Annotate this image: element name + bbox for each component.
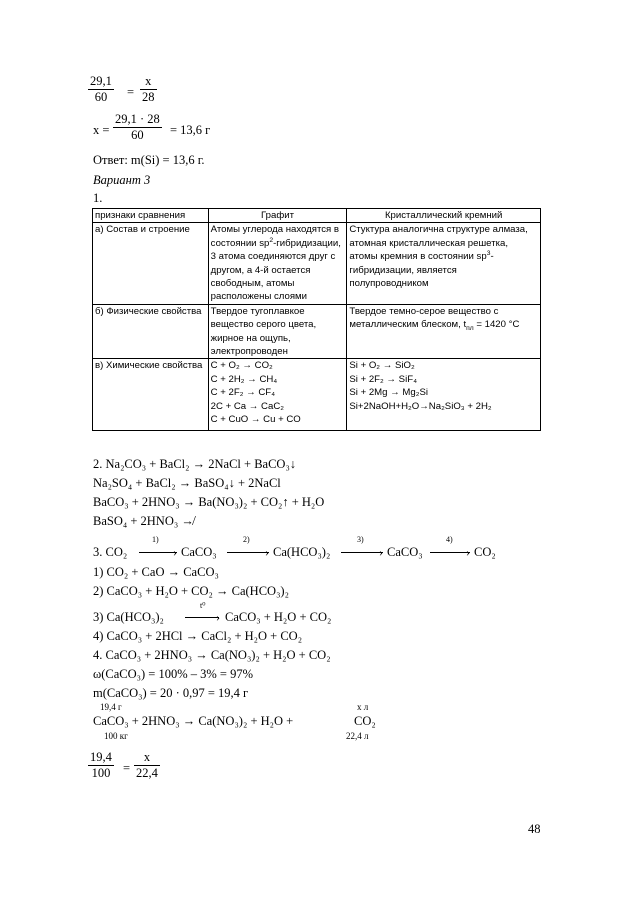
arrow-label-1: 1) <box>152 535 159 544</box>
table-header: признаки сравнения <box>93 209 209 223</box>
task-4-fraction-2-numerator: х <box>143 750 151 764</box>
reaction: C + 2H₂ → CH₄ <box>210 373 278 385</box>
fraction-1-numerator: 29,1 <box>90 74 112 88</box>
molar-mass-annotation: 100 кг <box>104 731 128 741</box>
reaction: Si + 2Mg → Mg₂Si <box>349 387 429 399</box>
arrow-1 <box>139 552 177 553</box>
x-fraction-numerator: 29,1 · 28 <box>115 112 160 126</box>
table-cell: Стуктура аналогична структуре алмаза, атомная кристаллическая решетка, атомы кремния в состоянии $sp^3$-гибридизации, является полупроводником <box>347 223 541 304</box>
fraction-1 <box>88 74 114 105</box>
task-2-line: Na₂SO₄ + BaCl₂ → BaSO₄↓ + 2NaCl <box>93 476 281 490</box>
task-4-line: ω(CaCO₃) = 100% – 3% = 97% <box>93 667 253 681</box>
x-fraction <box>113 112 162 143</box>
task-4-fraction-1 <box>88 750 114 781</box>
task-3-line: 1) CO₂ + CaO → CaCO₃ <box>93 565 219 579</box>
arrowhead-icon: › <box>466 545 470 559</box>
reaction: C + O₂ → CO₂ <box>210 360 273 372</box>
table-cell: Твердое тугоплавкое вещество серого цвета, жирное на ощупь, электропроводен <box>208 304 347 359</box>
table-row <box>93 304 541 359</box>
arrow-label-3: 3) <box>357 535 364 544</box>
arrow-4 <box>430 552 470 553</box>
task-2-line: BaCO₃ + 2HNO₃ → Ba(NO₃)₂ + CO₂↑ + H₂O <box>93 495 325 509</box>
arrow-3 <box>341 552 383 553</box>
arrowhead-icon: › <box>265 545 269 559</box>
reaction: Si + O₂ → SiO₂ <box>349 360 415 372</box>
fraction-2 <box>140 74 157 105</box>
task-2-line: BaSO₄ + 2HNO₃ ↛ <box>93 514 194 528</box>
task-4-equation-product: CO₂ <box>354 714 376 728</box>
table-cell: б) Физические свойства <box>93 304 209 359</box>
task-4-line: m(CaCO₃) = 20 · 0,97 = 19,4 г <box>93 686 249 700</box>
task-4-fraction-1-denominator: 100 <box>88 765 114 781</box>
arrowhead-icon: › <box>379 545 383 559</box>
arrow-label-4: 4) <box>446 535 453 544</box>
fraction-1-denominator: 60 <box>88 89 114 105</box>
task-1-number: 1. <box>93 191 103 205</box>
mass-annotation: 19,4 г <box>100 702 122 712</box>
reaction: Si+2NaOH+H₂O→Na₂SiO₃ + 2H₂ <box>349 400 492 412</box>
equals-sign: = <box>123 761 131 775</box>
reaction: 2C + Ca → CaC₂ <box>210 400 284 412</box>
table-cell <box>347 359 541 431</box>
task-3-line-3-left: 3) Ca(HCO₃)₂ <box>93 610 164 624</box>
equals-sign: = <box>127 85 135 99</box>
fraction-2-numerator: x <box>145 74 152 88</box>
molar-volume-annotation: 22,4 л <box>346 731 369 741</box>
fraction-2-denominator: 28 <box>142 90 155 104</box>
answer-line: Ответ: m(Si) = 13,6 г. <box>93 153 205 167</box>
reaction: C + 2F₂ → CF₄ <box>210 387 276 399</box>
chain-compound-2: Ca(HCO₃)₂ <box>273 545 331 559</box>
temperature-label: t⁰ <box>200 601 206 610</box>
arrowhead-icon: › <box>173 545 177 559</box>
variant-title: Вариант 3 <box>93 173 151 187</box>
table-header: Графит <box>208 209 347 223</box>
table-cell: Твердое темно-серое вещество с металлическим блеском, $t_{пл} = 1420$ °С <box>347 304 541 359</box>
heat-arrow <box>185 617 219 618</box>
task-4-fraction-2-denominator: 22,4 <box>136 766 158 780</box>
chain-compound-1: CaCO₃ <box>181 545 217 559</box>
arrowhead-icon: › <box>216 610 220 624</box>
table-cell: Атомы углерода находятся в состоянии $sp^2$-гибридизации, 3 атома соединяются друг с другом, а 4-й остается свободным, атомы расположены слоями <box>208 223 347 304</box>
chain-start: 3. CO₂ <box>93 545 128 559</box>
table-row <box>93 223 541 304</box>
task-3-line-3-right: CaCO₃ + H₂O + CO₂ <box>225 610 332 624</box>
volume-annotation: х л <box>357 702 369 712</box>
table-header-row <box>93 209 541 223</box>
arrow-label-2: 2) <box>243 535 250 544</box>
task-4-fraction-2 <box>134 750 160 781</box>
task-4-line: 4. CaCO₃ + 2HNO₃ → Ca(NO₃)₂ + H₂O + CO₂ <box>93 648 331 662</box>
task-2-line: 2. Na₂CO₃ + BaCl₂ → 2NaCl + BaCO₃↓ <box>93 457 297 471</box>
reaction: Si + 2F₂ → SiF₄ <box>349 373 417 385</box>
x-result: = 13,6 г <box>170 123 211 137</box>
table-cell <box>208 359 347 431</box>
arrow-2 <box>227 552 269 553</box>
task-4-fraction-1-numerator: 19,4 <box>90 750 112 764</box>
chain-compound-4: CO₂ <box>474 545 496 559</box>
task-4-equation: CaCO₃ + 2HNO₃ → Ca(NO₃)₂ + H₂O + <box>93 714 294 728</box>
chain-compound-3: CaCO₃ <box>387 545 423 559</box>
comparison-table <box>92 208 541 431</box>
table-row <box>93 359 541 431</box>
reaction: C + CuO → Cu + CO <box>210 414 301 426</box>
table-cell: в) Химические свойства <box>93 359 209 431</box>
table-cell: а) Состав и строение <box>93 223 209 304</box>
x-fraction-denominator: 60 <box>113 127 162 143</box>
x-equals-label: x = <box>93 123 110 137</box>
task-3-line: 2) CaCO₃ + H₂O + CO₂ → Ca(HCO₃)₂ <box>93 584 289 598</box>
task-3-line-4: 4) CaCO₃ + 2HCl → CaCl₂ + H₂O + CO₂ <box>93 629 303 643</box>
page-number: 48 <box>528 822 541 836</box>
table-header: Кристаллический кремний <box>347 209 541 223</box>
